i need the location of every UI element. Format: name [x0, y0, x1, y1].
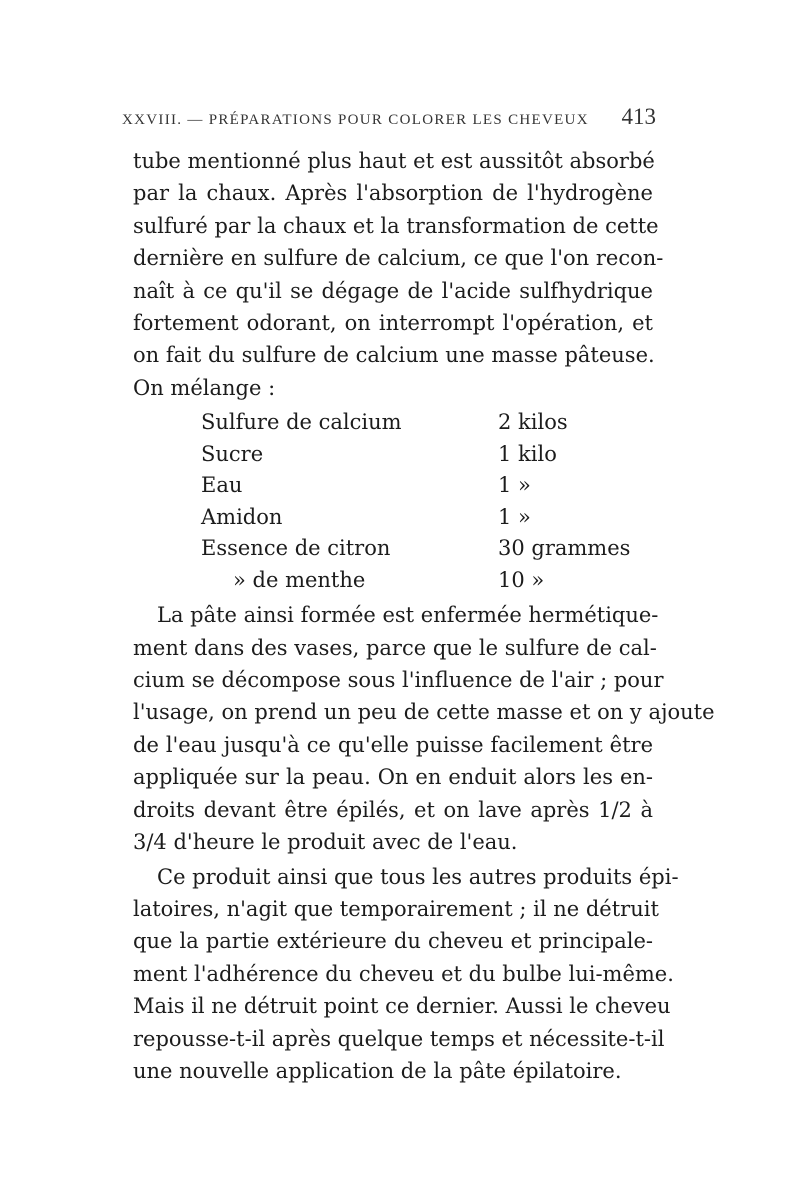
page-body: [133, 145, 715, 1087]
text-line: dernière en sulfure de calcium, ce que l'on recon-: [133, 246, 664, 271]
text-line: tube mentionné plus haut et est aussitôt absorbé: [133, 149, 655, 173]
text-line: La pâte ainsi formée est enfermée hermétique-: [157, 603, 659, 628]
text-line: par la chaux. Après l'absorption de l'hydrogène: [133, 181, 653, 206]
text-line: 3/4 d'heure le produit avec de l'eau.: [133, 830, 518, 855]
text-line: de l'eau jusqu'à ce qu'elle puisse facilement être: [133, 732, 653, 757]
recipe-ingredient: Amidon: [201, 504, 283, 529]
text-line: On mélange :: [133, 375, 276, 400]
recipe-row: [201, 564, 653, 596]
recipe-quantity: 30 grammes: [498, 536, 631, 561]
recipe-ingredient: » de menthe: [233, 567, 366, 592]
text-line: une nouvelle application de la pâte épilatoire.: [133, 1058, 622, 1083]
recipe-quantity: 1 »: [498, 504, 531, 529]
recipe-quantity: 1 »: [498, 473, 531, 498]
text-line: droits devant être épilés, et on lave après 1/2 à: [133, 797, 653, 822]
recipe-ingredient: Essence de citron: [201, 536, 391, 561]
recipe-row: [201, 438, 653, 470]
page-number: 413: [621, 104, 656, 129]
text-line: sulfuré par la chaux et la transformation de cette: [133, 213, 659, 238]
text-line: ment dans des vases, parce que le sulfure de cal-: [133, 635, 657, 660]
text-line: repousse-t-il après quelque temps et nécessite-t-il: [133, 1026, 665, 1051]
paragraph-absorption: [133, 145, 664, 404]
paragraph-paste: [133, 599, 715, 858]
text-line: cium se décompose sous l'influence de l'air ; pour: [133, 668, 664, 693]
text-line: Ce produit ainsi que tous les autres produits épi-: [157, 864, 679, 889]
paragraph-conclusion: [133, 861, 679, 1088]
recipe-quantity: 10 »: [498, 567, 545, 592]
text-line: naît à ce qu'il se dégage de l'acide sulfhydrique: [133, 278, 653, 303]
recipe-row: [201, 501, 653, 533]
text-line: fortement odorant, on interrompt l'opération, et: [133, 311, 653, 336]
recipe-row: [201, 406, 653, 438]
text-line: ment l'adhérence du cheveu et du bulbe lui-même.: [133, 961, 674, 986]
recipe-row: [201, 532, 653, 564]
recipe-quantity: 2 kilos: [498, 410, 568, 435]
text-line: l'usage, on prend un peu de cette masse et on y ajoute: [133, 700, 715, 725]
recipe-ingredient: Sucre: [201, 441, 264, 466]
text-line: Mais il ne détruit point ce dernier. Aussi le cheveu: [133, 994, 671, 1019]
recipe-list: [133, 406, 653, 595]
recipe-ingredient: Sulfure de calcium: [201, 410, 402, 435]
text-line: que la partie extérieure du cheveu et principale-: [133, 929, 653, 954]
text-line: latoires, n'agit que temporairement ; il ne détruit: [133, 896, 659, 921]
text-line: on fait du sulfure de calcium une masse pâteuse.: [133, 343, 655, 368]
recipe-quantity: 1 kilo: [498, 441, 557, 466]
running-head: [122, 104, 656, 134]
chapter-title: XXVIII. — PRÉPARATIONS POUR COLORER LES CHEVEUX: [122, 112, 589, 128]
recipe-row: [201, 469, 653, 501]
recipe-ingredient: Eau: [201, 473, 243, 498]
text-line: appliquée sur la peau. On en enduit alors les en-: [133, 765, 653, 790]
